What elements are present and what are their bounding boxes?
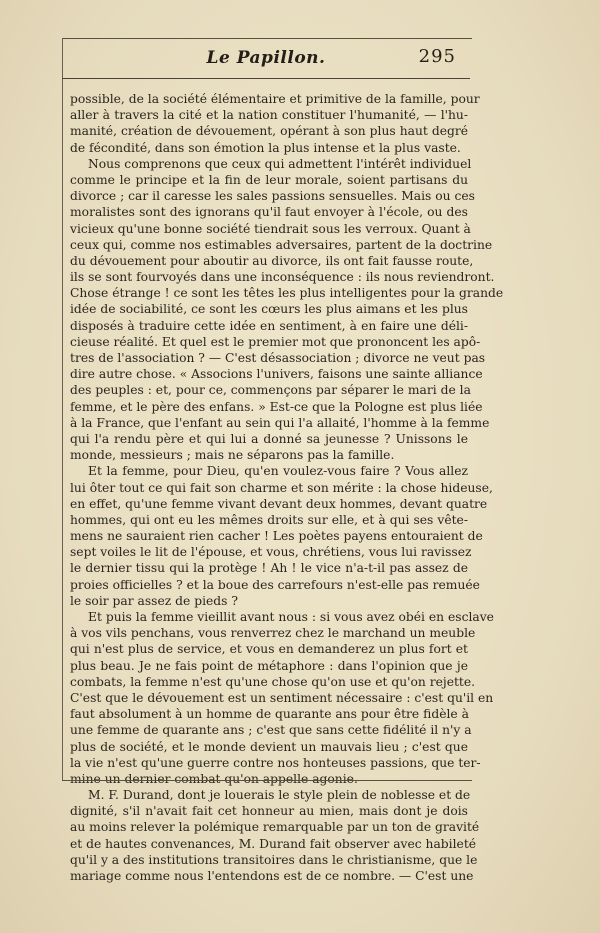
text-line: divorce ; car il caresse les sales passions sensuelles. Mais ou ces (70, 189, 475, 204)
text-line: combats, la femme n'est qu'une chose qu'on use et qu'on rejette. (70, 674, 476, 689)
page-header (66, 46, 466, 72)
bottom-rule (62, 780, 472, 781)
text-line: mariage comme nous l'entendons est de ce nombre. — C'est une (70, 869, 474, 883)
text-line: qui n'est plus de service, et vous en demanderez un plus fort et (70, 642, 468, 657)
text-line: lui ôter tout ce qui fait son charme et son mérite : la chose hideuse, (70, 480, 493, 495)
text-line: proies officielles ? et la boue des carrefours n'est-elle pas remuée (70, 577, 480, 592)
text-line: M. F. Durand, dont je louerais le style plein de noblesse et de (88, 788, 471, 803)
text-line: dire autre chose. « Associons l'univers, faisons une sainte alliance (70, 367, 483, 382)
text-line: ils se sont fourvoyés dans une inconséquence : ils nous reviendront. (70, 270, 495, 285)
text-line: cieuse réalité. Et quel est le premier mot que prononcent les apô- (70, 334, 481, 349)
text-line: plus beau. Je ne fais point de métaphore : dans l'opinion que je (70, 658, 468, 673)
text-line: manité, création de dévouement, opérant à son plus haut degré (70, 124, 468, 139)
text-line: faut absolument à un homme de quarante ans pour être fidèle à (70, 707, 469, 722)
text-line: le dernier tissu qui la protège ! Ah ! le vice n'a-t-il pas assez de (70, 561, 468, 576)
text-line: hommes, qui ont eu les mêmes droits sur elle, et à qui ses vête- (70, 512, 468, 527)
text-line: moralistes sont des ignorans qu'il faut envoyer à l'école, ou des (70, 205, 468, 220)
text-line: mine un dernier combat qu'on appelle agonie. (70, 771, 358, 786)
text-line: sept voiles le lit de l'épouse, et vous, chrétiens, vous lui ravissez (70, 545, 472, 560)
text-line: idée de sociabilité, ce sont les cœurs les plus aimans et les plus (70, 302, 468, 317)
page-number: 295 (418, 46, 456, 67)
text-line: comme le principe et la fin de leur morale, soient partisans du (70, 172, 468, 187)
text-line: une femme de quarante ans ; c'est que sans cette fidélité il n'y a (70, 723, 472, 738)
text-line: le soir par assez de pieds ? (70, 593, 238, 608)
text-line: mens ne sauraient rien cacher ! Les poètes payens entouraient de (70, 529, 483, 544)
text-line: qui l'a rendu père et qui lui a donné sa jeunesse ? Unissons le (70, 431, 468, 446)
text-line: plus de société, et le monde devient un mauvais lieu ; c'est que (70, 739, 468, 754)
text-line: C'est que le dévouement est un sentiment nécessaire : c'est qu'il en (70, 690, 494, 705)
body-text (70, 91, 504, 884)
text-line: à la France, que l'enfant au sein qui l'a allaité, l'homme à la femme (70, 415, 490, 430)
text-line: dignité, s'il n'avait fait cet honneur au mien, mais dont je dois (70, 804, 468, 819)
text-line: Et la femme, pour Dieu, qu'en voulez-vous faire ? Vous allez (88, 464, 468, 479)
text-line: Chose étrange ! ce sont les têtes les plus intelligentes pour la grande (70, 286, 504, 301)
text-line: de fécondité, dans son émotion la plus intense et la plus vaste. (70, 140, 461, 155)
margin-line (62, 38, 63, 780)
text-line: aller à travers la cité et la nation constituer l'humanité, — l'hu- (70, 108, 468, 123)
text-line: et de hautes convenances, M. Durand fait observer avec habileté (70, 836, 477, 851)
text-line: la vie n'est qu'une guerre contre nos honteuses passions, que ter- (70, 755, 481, 770)
text-line: disposés à traduire cette idée en sentiment, à en faire une déli- (70, 318, 468, 333)
text-line: des peuples : et, pour ce, commençons par séparer le mari de la (70, 383, 471, 398)
text-line: en effet, qu'une femme vivant devant deux hommes, devant quatre (70, 496, 488, 511)
text-line: Et puis la femme vieillit avant nous : si vous avez obéi en esclave (88, 610, 494, 624)
text-line: du dévouement pour aboutir au divorce, ils ont fait fausse route, (70, 253, 474, 268)
text-line: à vos vils penchans, vous renverrez chez le marchand un meuble (70, 626, 476, 641)
top-rule (62, 38, 472, 39)
text-line: tres de l'association ? — C'est désassociation ; divorce ne veut pas (70, 351, 486, 365)
text-line: ceux qui, comme nos estimables adversaires, partent de la doctrine (70, 237, 493, 252)
text-line: femme, et le père des enfans. » Est-ce que la Pologne est plus liée (70, 399, 483, 414)
text-line: Nous comprenons que ceux qui admettent l'intérêt individuel (88, 156, 472, 171)
header-rule (62, 78, 470, 79)
running-title: Le Papillon. (206, 48, 326, 68)
text-line: possible, de la société élémentaire et primitive de la famille, pour (70, 92, 480, 106)
text-line: monde, messieurs ; mais ne séparons pas la famille. (70, 448, 395, 463)
text-line: qu'il y a des institutions transitoires dans le christianisme, que le (70, 852, 478, 867)
text-line: au moins relever la polémique remarquable par un ton de gravité (70, 820, 480, 835)
text-line: vicieux qu'une bonne société tiendrait sous les verroux. Quant à (70, 221, 471, 236)
